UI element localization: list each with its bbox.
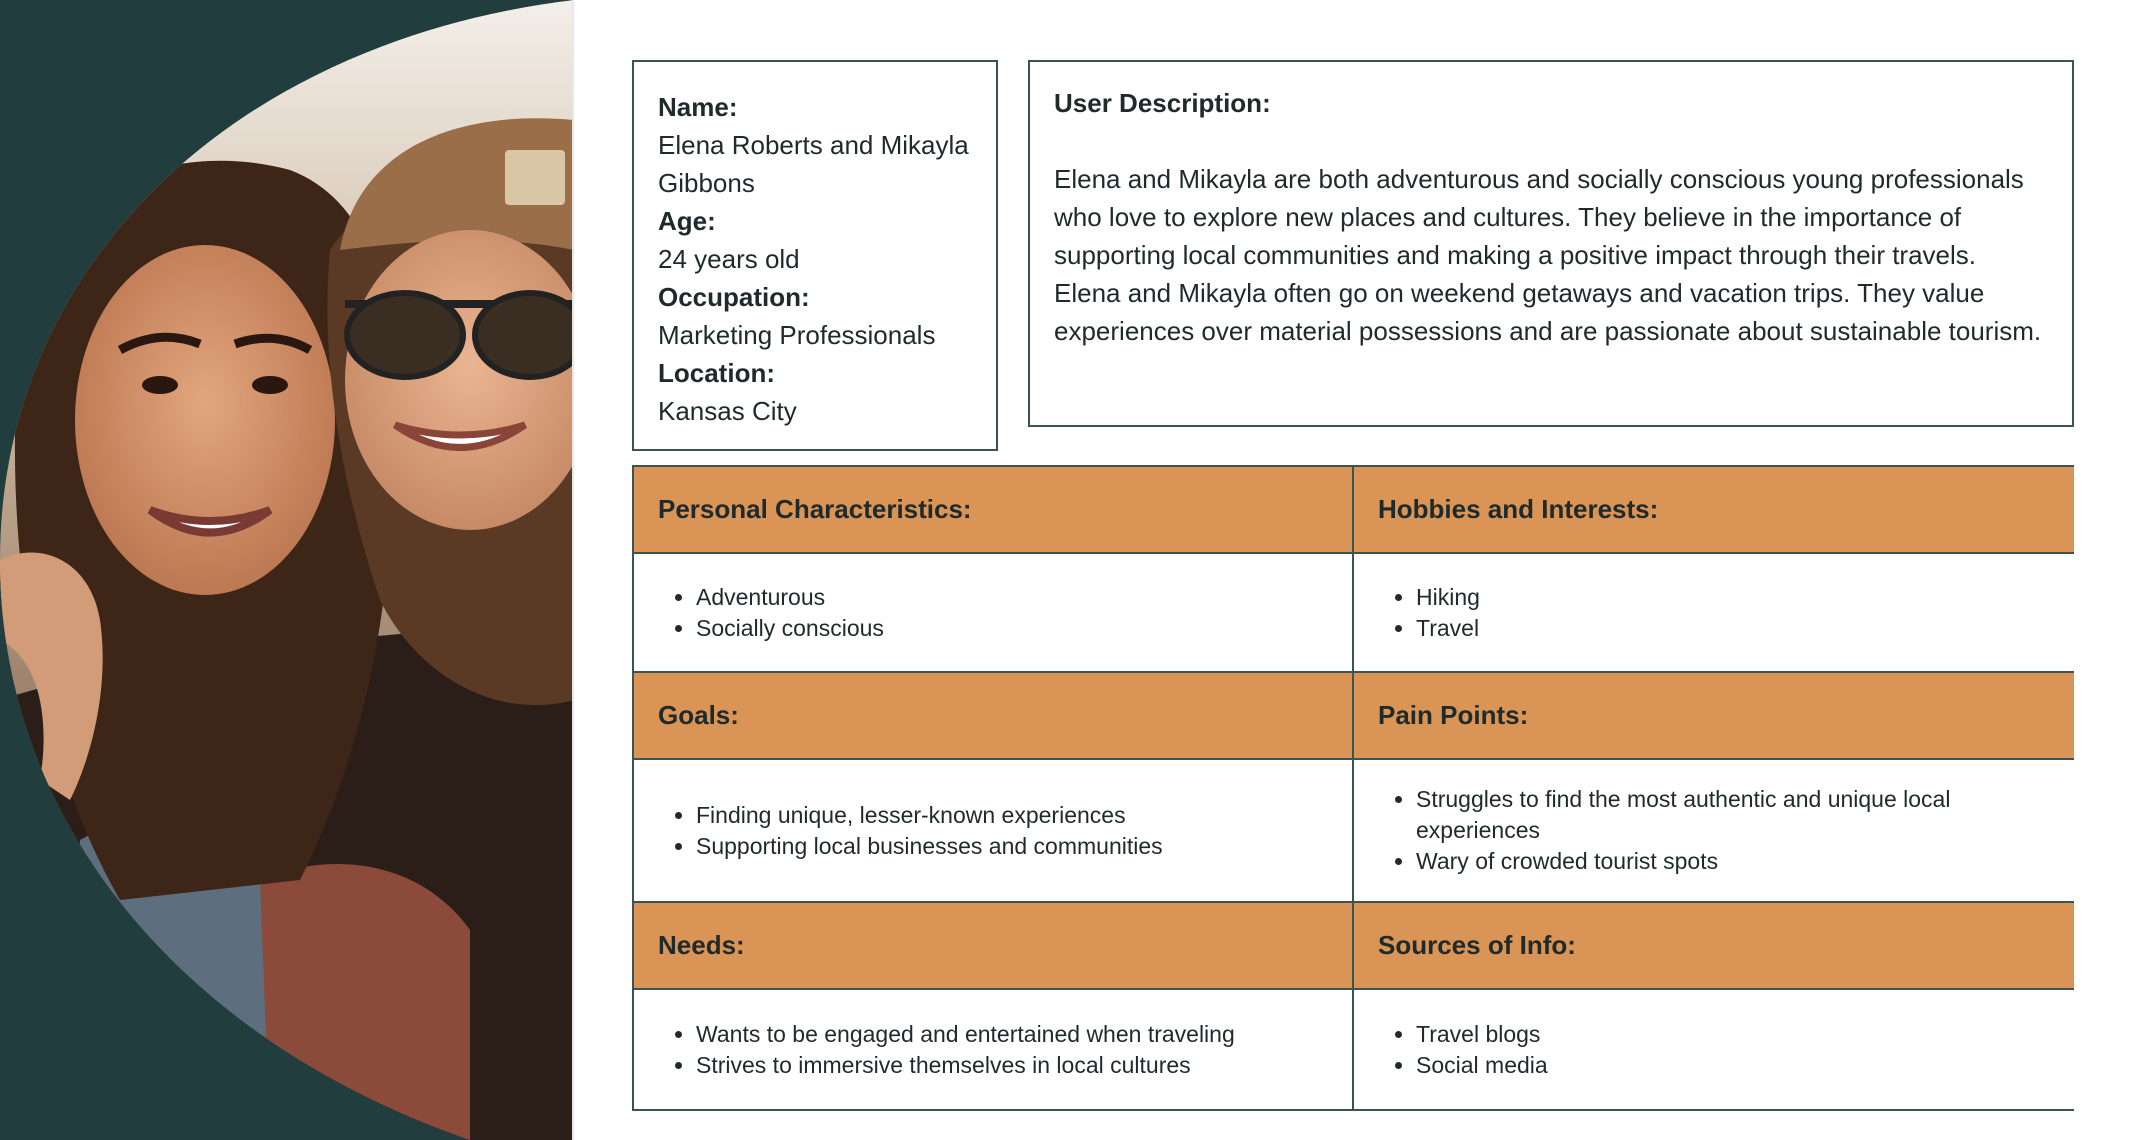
location-label: Location:	[658, 358, 775, 388]
user-description-title: User Description:	[1054, 88, 1271, 118]
needs-body	[634, 990, 1354, 1109]
user-description-box	[1028, 60, 2074, 427]
name-label: Name:	[658, 92, 738, 122]
list-item: • Social media	[1416, 1050, 1548, 1081]
goals-body	[634, 760, 1354, 903]
pain-points-title: Pain Points:	[1378, 700, 1529, 730]
list-item: • Wants to be engaged and entertained when traveling	[696, 1019, 1235, 1050]
personal-characteristics-body	[634, 554, 1354, 673]
list-item: • Wary of crowded tourist spots	[1416, 846, 2050, 877]
goals-title: Goals:	[658, 700, 739, 730]
list-item: • Strives to immersive themselves in local cultures	[696, 1050, 1235, 1081]
list-item: • Socially conscious	[696, 613, 884, 644]
pain-points-list	[1378, 784, 2050, 877]
location-value: Kansas City	[658, 396, 797, 426]
needs-list	[658, 1019, 1235, 1081]
needs-header	[634, 903, 1354, 990]
list-item: • Hiking	[1416, 582, 1480, 613]
panel-divider	[572, 0, 574, 1140]
personal-characteristics-title: Personal Characteristics:	[658, 494, 972, 524]
age-label: Age:	[658, 206, 716, 236]
age-value: 24 years old	[658, 244, 800, 274]
persona-photo-icon	[0, 0, 574, 1140]
list-item: • Adventurous	[696, 582, 884, 613]
profile-box	[632, 60, 998, 451]
goals-header	[634, 673, 1354, 760]
persona-grid	[632, 465, 2074, 1111]
hobbies-header	[1354, 467, 2074, 554]
goals-list	[658, 800, 1163, 862]
personal-characteristics-list	[658, 582, 884, 644]
user-description-text: Elena and Mikayla are both adventurous and socially conscious young professionals who love to explore new places and cultures. They believe in the importance of supporting local communities and making a positive impact through their travels. Elena and Mikayla often go on weekend getaways and vacation trips. They value experiences over material possessions and are passionate about sustainable tourism.	[1054, 164, 2042, 346]
occupation-label: Occupation:	[658, 282, 810, 312]
sources-header	[1354, 903, 2074, 990]
personal-characteristics-header	[634, 467, 1354, 554]
list-item: • Travel	[1416, 613, 1480, 644]
pain-points-header	[1354, 673, 2074, 760]
hobbies-list	[1378, 582, 1480, 644]
hobbies-title: Hobbies and Interests:	[1378, 494, 1659, 524]
sources-body	[1354, 990, 2074, 1109]
hobbies-body	[1354, 554, 2074, 673]
list-item: • Finding unique, lesser-known experiences	[696, 800, 1163, 831]
sources-title: Sources of Info:	[1378, 930, 1576, 960]
sources-list	[1378, 1019, 1548, 1081]
occupation-value: Marketing Professionals	[658, 320, 936, 350]
list-item: • Supporting local businesses and communities	[696, 831, 1163, 862]
photo-panel	[0, 0, 574, 1140]
pain-points-body	[1354, 760, 2074, 903]
needs-title: Needs:	[658, 930, 745, 960]
list-item: • Travel blogs	[1416, 1019, 1548, 1050]
list-item: • Struggles to find the most authentic and unique local experiences	[1416, 784, 2050, 846]
name-value: Elena Roberts and Mikayla Gibbons	[658, 130, 969, 198]
